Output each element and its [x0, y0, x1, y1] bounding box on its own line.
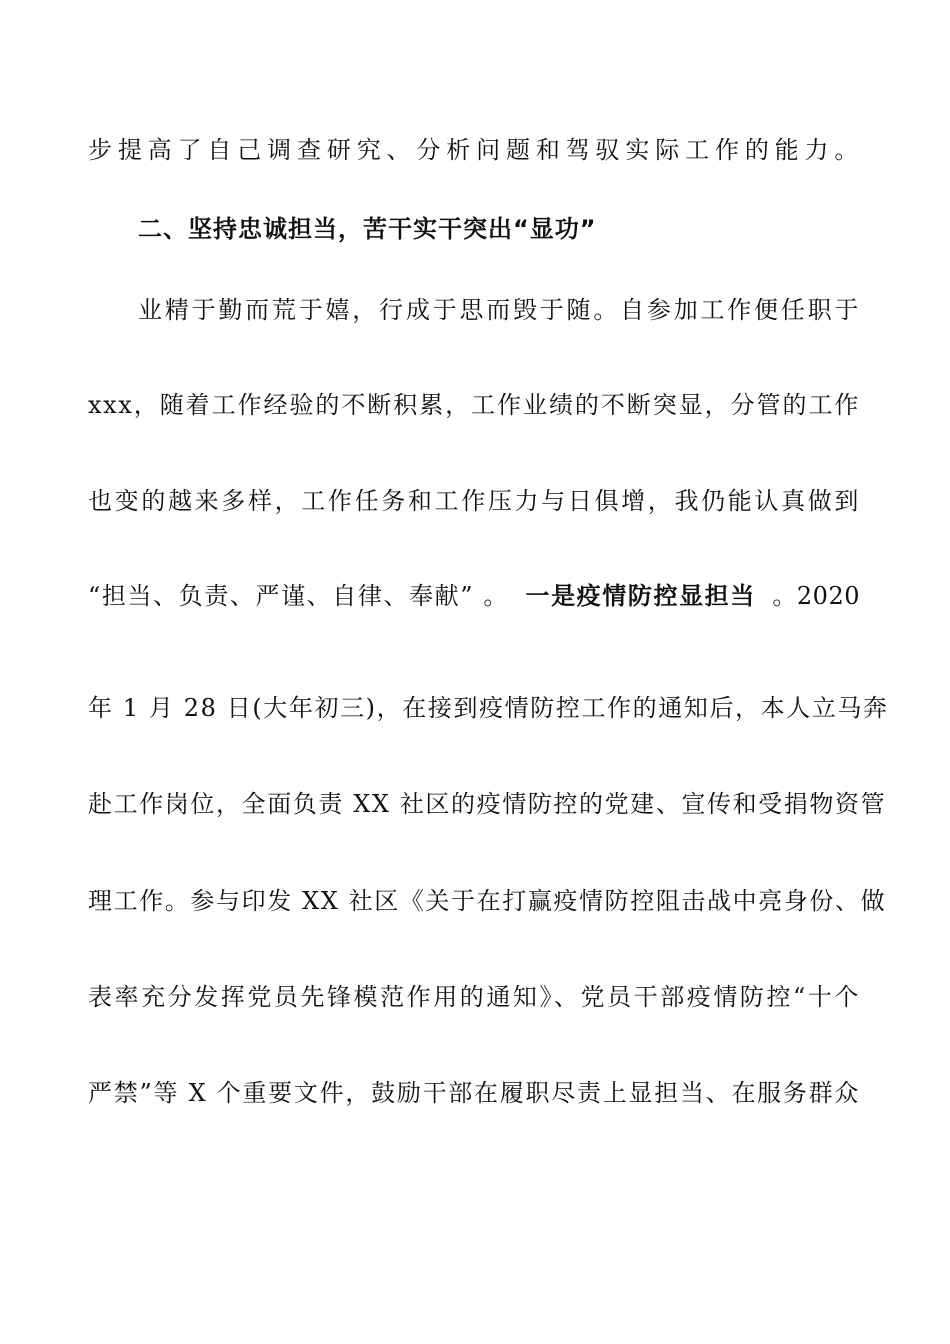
paragraph-text: “担当、负责、严谨、自律、奉献” 。	[88, 582, 509, 610]
paragraph-line	[88, 580, 860, 612]
paragraph-line: 年 1 月 28 日(大年初三)，在接到疫情防控工作的通知后，本人立马奔	[88, 694, 889, 722]
paragraph-line: 业精于勤而荒于嬉，行成于思而毁于随。自参加工作便任职于	[138, 296, 860, 324]
bold-emphasis: 一是疫情防控显担当	[525, 582, 756, 610]
paragraph-line: 也变的越来多样，工作任务和工作压力与日俱增，我仍能认真做到	[88, 487, 860, 515]
paragraph-line: xxx，随着工作经验的不断积累，工作业绩的不断突显，分管的工作	[88, 391, 860, 419]
paragraph-line: 步提高了自己调查研究、分析问题和驾驭实际工作的能力。	[88, 136, 860, 164]
paragraph-line: 严禁”等 X 个重要文件，鼓励干部在履职尽责上显担当、在服务群众	[88, 1079, 860, 1107]
paragraph-line: 表率充分发挥党员先锋模范作用的通知》、党员干部疫情防控“十个	[88, 983, 860, 1011]
paragraph-text: 。2020	[772, 582, 860, 610]
paragraph-line: 理工作。参与印发 XX 社区《关于在打赢疫情防控阻击战中亮身份、做	[88, 887, 887, 915]
paragraph-line: 赴工作岗位，全面负责 XX 社区的疫情防控的党建、宣传和受捐物资管	[88, 790, 887, 818]
section-heading: 二、坚持忠诚担当，苦干实干突出“显功”	[138, 215, 597, 243]
